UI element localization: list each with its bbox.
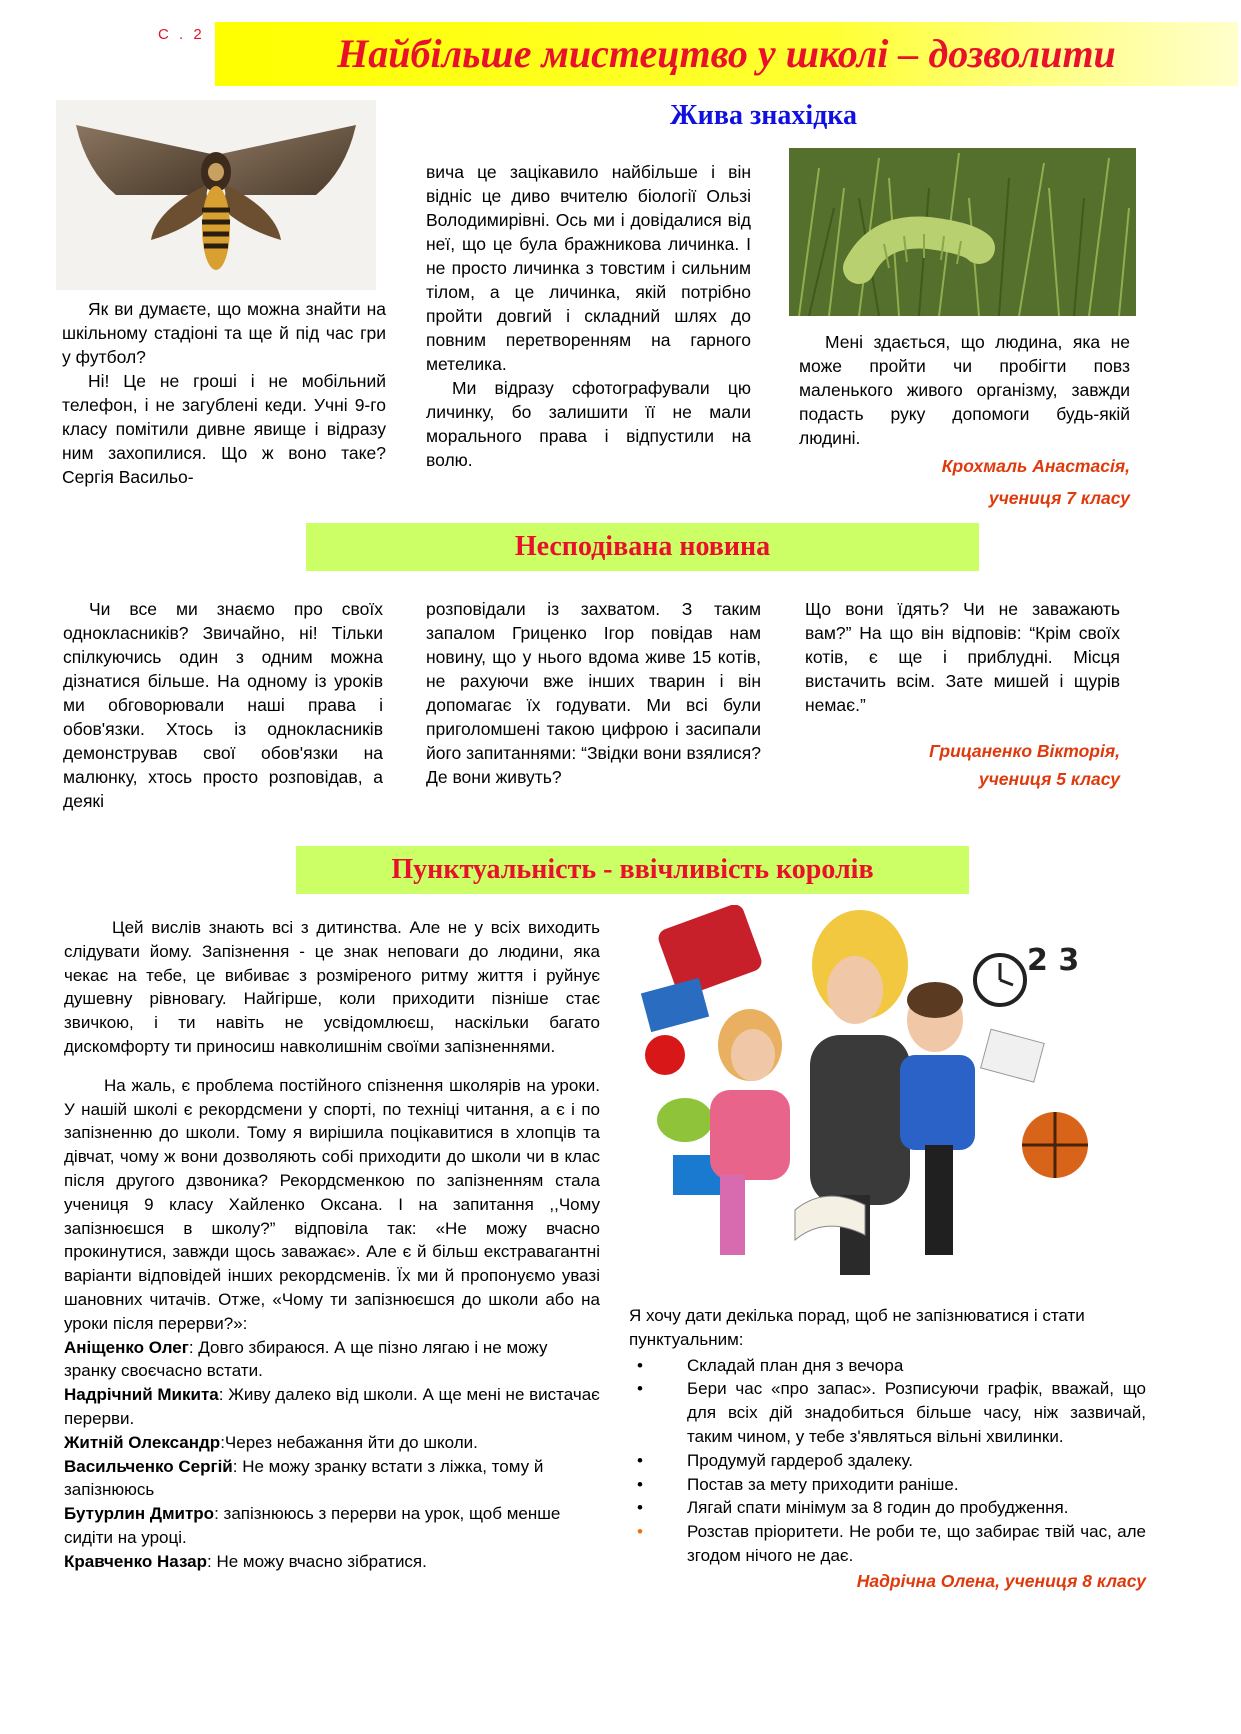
tip-item [629,1449,1146,1473]
answer-sep: : [188,1337,194,1357]
tip-text: Розстав пріоритети. Не роби те, що забирає твій час, але згодом нічого не дає. [687,1522,1146,1565]
bullet-icon: • [637,1450,643,1470]
answer-name: Бутурлин Дмитро [64,1504,215,1524]
article2-col1 [63,597,383,813]
bullet-icon: • [637,1355,643,1375]
answer-text: Не можу зранку встати з ліжка, тому й запізнююсь [64,1456,544,1500]
bullet-icon: • [637,1379,643,1399]
answer-text: Через небажання йти до школи. [224,1432,478,1452]
bullet-icon: • [637,1498,643,1518]
answer-sep: : [232,1456,238,1476]
article2-author-role: учениця 5 класу [978,769,1120,789]
answer-sep: : [214,1504,219,1524]
answer-name: Васильченко Сергій [64,1456,233,1476]
article1-col1-p1: Як ви думаєте, що можна знайти на шкільному стадіоні та ще й під час гри у футбол? [62,299,386,367]
article2-title: Несподівана новина [306,523,979,571]
answer-item [64,1550,600,1574]
article1-title: Жива знахідка [670,100,857,131]
late-family-photo [625,905,1100,1290]
article1-author-role: учениця 7 класу [988,488,1130,508]
moth-photo [56,100,376,290]
tip-item [629,1473,1146,1497]
article3-para1: Цей вислів знають всі з дитинства. Але не у всіх виходить слідувати йому. Запізнення - це знак неповаги до людини, яка чекає на тебе, це вибиває з розміреного ритму життя і руйнує душевну рівновагу. Найгірше, коли приходити пізніше стає звичкою, і ти навіть не усвідомлюєш, наскільки багато дискомфорту ти приносиш навколишнім своїми запізненнями. [64,918,600,1056]
answer-name: Житній Олександр [64,1432,221,1452]
article2-col3 [805,597,1120,793]
caterpillar-photo [789,148,1136,316]
article1-col2 [426,160,751,472]
bullet-icon: • [637,1474,643,1494]
article1-col3-text: Мені здається, що людина, яка не може пройти чи пробігти повз маленького живого організму, завжди подасть руку допомоги будь-якій людині. [799,332,1130,448]
article2-col2-text: розповідали із захватом. З таким запалом Гриценко Ігор повідав нам новину, що у нього вдома живе 15 котів, не рахуючи вже інших тварин і він допомагає їх годувати. Ми всі були приголомшені такою цифрою і засипали його запитаннями: “Звідки вони взялися? Де вони живуть? [426,599,761,787]
tip-item [629,1377,1146,1448]
tip-text: Постав за мету приходити раніше. [687,1474,959,1494]
answer-text: Не можу вчасно зібратися. [211,1551,427,1571]
clock-numbers: 2 3 [1027,943,1080,978]
tip-text: Бери час «про запас». Розписуючи графік, вважай, що для всіх дій знадобиться більше часу, ніж зазвичай, таким чином, у тебе з'являться вільні хвилинки. [687,1379,1146,1446]
answer-sep: : [207,1551,212,1571]
answer-sep: : [218,1385,224,1405]
tip-item [629,1520,1146,1568]
article3-author: Надрічна Олена, учениця 8 класу [856,1570,1146,1591]
article3-title: Пунктуальність - ввічливість королів [296,846,969,894]
article2-col2 [426,597,761,789]
bullet-icon: • [637,1522,643,1542]
page-number: С . 2 [158,26,205,43]
answer-item [64,1431,600,1455]
article1-col1 [62,297,386,489]
answer-item [64,1455,600,1503]
answer-name: Аніщенко Олег [64,1337,189,1357]
answer-sep: : [220,1432,225,1452]
article3-para2: На жаль, є проблема постійного спізнення школярів на уроки. У нашій школі є рекордсмени у спорті, по техніці читання, а є і по запізненню до школи. Тому я вирішила поцікавитися в хлопців та дівчат, чому ж вони дозволяють собі приходити до школи чи в клас після другого дзвоника? Рекордсменкою по запізненням стала учениця 9 класу Хайленко Оксана. І на запитання ,,Чому запізнюєшся в школу?” відповіла так: «Не можу вчасно прокинутися, завжди щось заважає». Але є й більш екстравагантні варіанти відповідей інших рекордсменів. Їх ми й пропонуємо увазі шановних читачів. Отже, «Чому ти запізнюєшся до школи або на уроки після перерви?»: [64,1075,600,1333]
answer-item [64,1336,600,1384]
answer-text: Довго збираюся. А ще пізно лягаю і не можу зранку своєчасно встати. [64,1337,548,1381]
moth-image [56,100,376,290]
tip-text: Продумуй гардероб здалеку. [687,1450,913,1470]
article1-col2-p2: Ми відразу сфотографували цю личинку, бо залишити її не мали морального права і відпустили на волю. [426,378,751,470]
article1-col1-p2: Ні! Це не гроші і не мобільний телефон, і не загублені кеди. Учні 9-го класу помітили дивне явище і відразу ним захопилися. Що ж воно таке? Сергія Васильо- [62,371,386,487]
article2-author: Грицаненко Вікторія, [929,741,1120,761]
tip-item [629,1354,1146,1378]
answer-text: Живу далеко від школи. А ще мені не вистачає перерви. [64,1385,600,1428]
article3-left [64,916,600,1574]
answer-item [64,1383,600,1431]
article1-author: Крохмаль Анастасія, [941,456,1130,476]
article3-right [629,1304,1146,1594]
answer-name: Надрічний Микита [64,1385,219,1405]
tip-text: Лягай спати мінімум за 8 годин до пробудження. [687,1498,1069,1518]
page-title: Найбільше мистецтво у школі – дозволити [337,31,1116,76]
answer-item [64,1502,600,1550]
title-banner [215,22,1238,86]
tip-item [629,1496,1146,1520]
caterpillar-image [789,148,1136,316]
answer-text: запізнююсь з перерви на урок, щоб менше сидіти на уроці. [64,1504,561,1547]
article2-col1-text: Чи все ми знаємо про своїх однокласників? Звичайно, ні! Тільки спілкуючись один з одним можна дізнатися більше. На одному із уроків ми обговорювали наші права і обов'язки. Хтось із однокласників демонстрував свої обов'язки на малюнку, хтось просто розповідав, а деякі [63,599,383,811]
answers-list [64,1336,600,1574]
late-family-image [625,905,1100,1290]
tips-intro: Я хочу дати декілька порад, щоб не запізнюватися і стати пунктуальним: [629,1306,1085,1349]
article1-col3 [799,330,1130,514]
tip-text: Складай план дня з вечора [687,1355,904,1375]
answer-name: Кравченко Назар [64,1551,208,1571]
article1-col2-p1: вича це зацікавило найбільше і він відніс це диво вчителю біології Ользі Володимирівні. Ось ми і довідалися від неї, що це була бражникова личинка. І не просто личинка з товстим і сильним тілом, а це личинка, якій потрібно пройти довгий і складний шлях до повним перетворенням на гарного метелика. [426,162,751,374]
article2-col3-text: Що вони їдять? Чи не заважають вам?” На що він відповів: “Крім своїх котів, є ще і приблудні. Місця вистачить всім. Зате мишей і щурів немає.” [805,599,1120,715]
